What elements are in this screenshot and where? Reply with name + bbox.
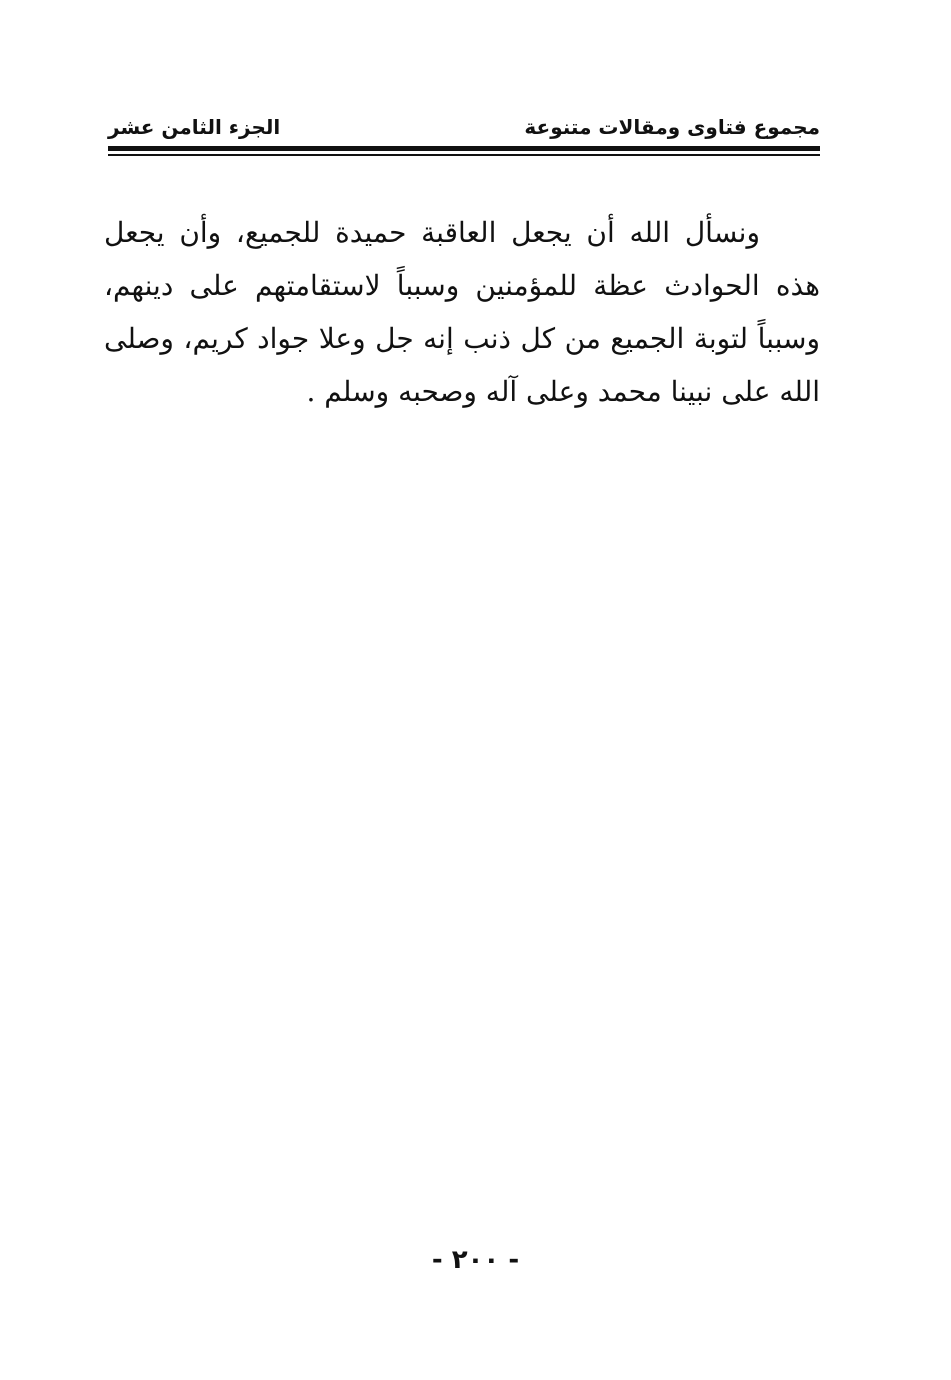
page-number: - ٢٠٠ - — [431, 1245, 520, 1275]
header-rule-thin — [108, 154, 820, 156]
body-paragraph: ونسأل الله أن يجعل العاقبة حميدة للجميع، وأن يجعل هذه الحوادث عظة للمؤمنين وسبباً لاستقامتهم على دينهم، وسبباً لتوبة الجميع من كل ذنب إنه جل وعلا جواد كريم، وصلى الله على نبينا محمد وعلى آله وصحبه وسلم . — [104, 216, 820, 408]
header-book-title: مجموع فتاوى ومقالات متنوعة — [524, 115, 820, 139]
body-text — [104, 206, 820, 418]
header-rule-thick — [108, 146, 820, 151]
header-volume-label: الجزء الثامن عشر — [108, 115, 281, 139]
running-header — [108, 112, 820, 142]
